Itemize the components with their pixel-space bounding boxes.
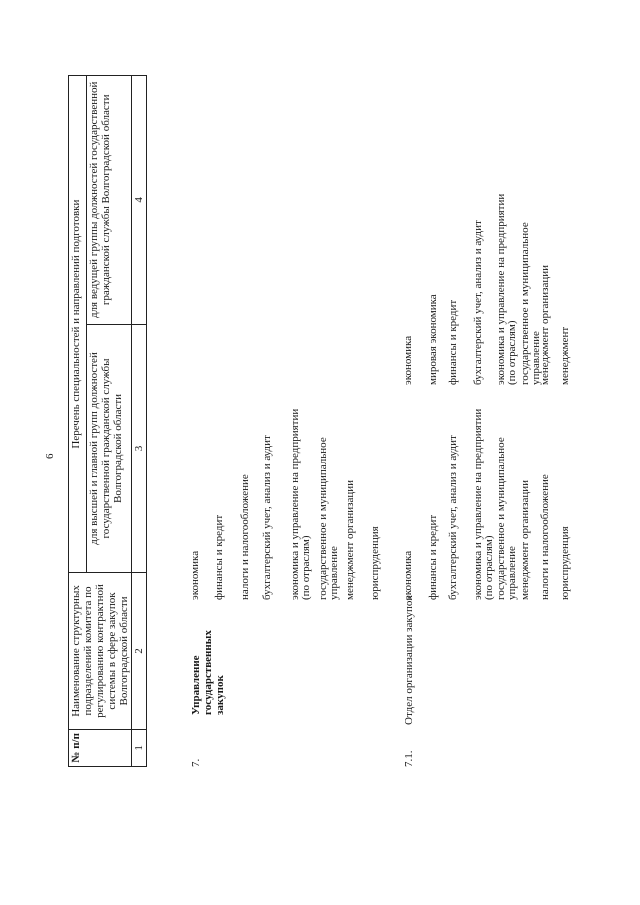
- discipline-item: финансы и кредит: [427, 514, 439, 600]
- discipline-item: экономика и управление на предприятии (по отраслям): [289, 408, 312, 600]
- discipline-item: финансы и кредит: [447, 299, 459, 385]
- discipline-item: менеджмент организации: [344, 479, 356, 600]
- discipline-item: экономика: [402, 550, 414, 600]
- discipline-item: государственное и муниципальное управление: [495, 437, 518, 600]
- header-n1: 1: [132, 729, 147, 766]
- discipline-item: бухгалтерский учет, анализ и аудит: [261, 435, 273, 600]
- discipline-item: бухгалтерский учет, анализ и аудит: [447, 435, 459, 600]
- header-n2: 2: [132, 573, 147, 729]
- header-col-b: для высшей и главной групп должностей государственной гражданской службы Волгоградской области: [86, 324, 132, 573]
- discipline-item: экономика: [402, 335, 414, 385]
- header-col-c: для ведущей группы должностей государственной гражданской службы Волгоградской области: [86, 76, 132, 325]
- section-7-num: 7.: [190, 758, 202, 767]
- discipline-item: бухгалтерский учет, анализ и аудит: [472, 220, 484, 385]
- discipline-item: менеджмент организации: [519, 479, 531, 600]
- discipline-item: налоги и налогообложение: [239, 474, 251, 600]
- header-name: Наименование структурных подразделений комитета по регулированию контрактной системы в сфере закупок Волгоградской области: [69, 573, 132, 729]
- header-num: № п/п: [69, 729, 132, 766]
- discipline-item: экономика: [189, 550, 201, 600]
- discipline-item: менеджмент организации: [539, 264, 551, 385]
- header-group: Перечень специальностей и направлений подготовки: [69, 76, 87, 573]
- discipline-item: экономика и управление на предприятии (по отраслям): [495, 193, 518, 385]
- section-71-name: Отдел организации закупок: [403, 595, 415, 725]
- discipline-item: финансы и кредит: [213, 514, 225, 600]
- header-n4: 4: [132, 76, 147, 325]
- header-n3: 3: [132, 324, 147, 573]
- discipline-item: юриспруденция: [369, 526, 381, 600]
- discipline-item: государственное и муниципальное управление: [317, 437, 340, 600]
- discipline-item: налоги и налогообложение: [539, 474, 551, 600]
- discipline-item: экономика и управление на предприятии (по отраслям): [472, 408, 495, 600]
- section-71-num: 7.1.: [403, 750, 415, 767]
- page-number: 6: [44, 453, 56, 459]
- section-7-name: Управление государственных закупок: [190, 630, 226, 715]
- header-table: [68, 75, 147, 767]
- discipline-item: юриспруденция: [559, 526, 571, 600]
- discipline-item: мировая экономика: [427, 294, 439, 385]
- discipline-item: менеджмент: [559, 326, 571, 385]
- discipline-item: государственное и муниципальное управление: [519, 222, 542, 385]
